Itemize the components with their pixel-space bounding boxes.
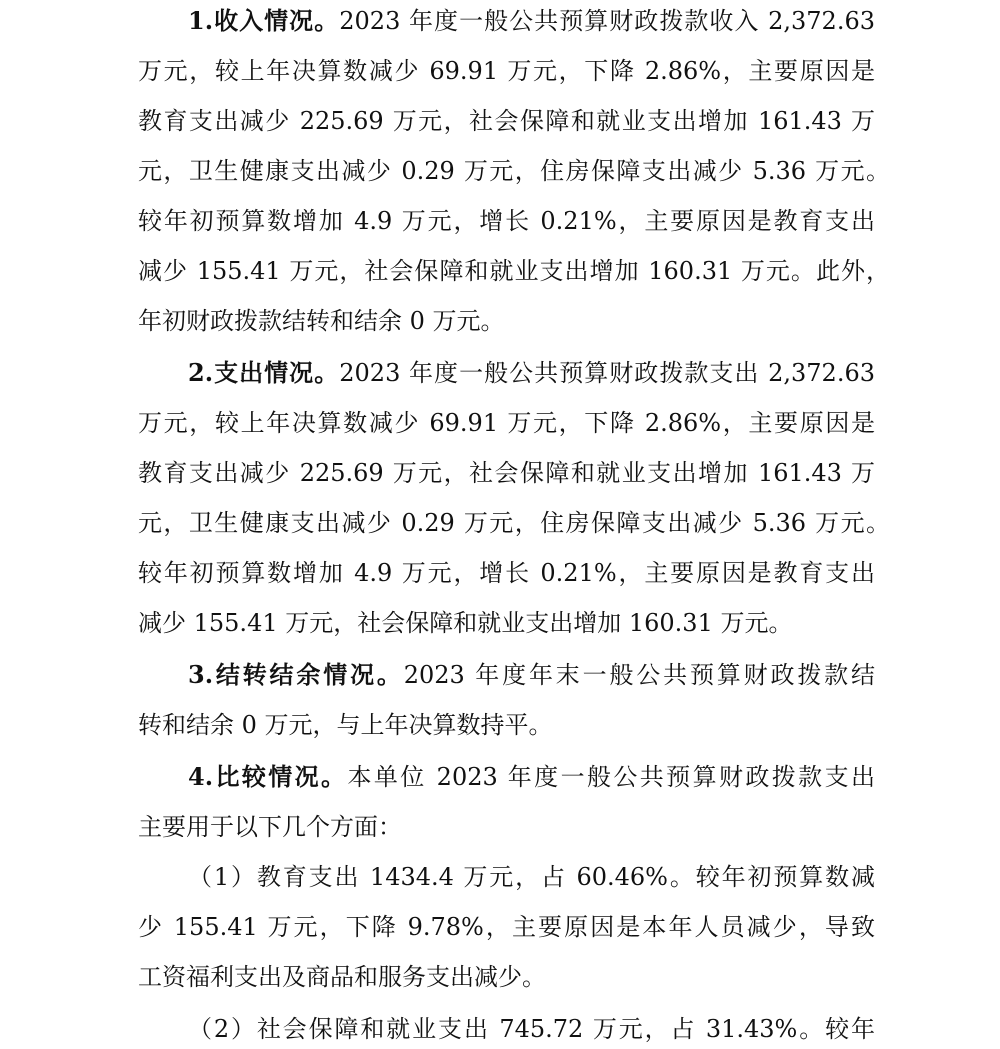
paragraph-1-line-4: 元，卫生健康支出减少 0.29 万元，住房保障支出减少 5.36 万元。: [138, 157, 890, 185]
item-1-line-2: 少 155.41 万元，下降 9.78%，主要原因是本年人员减少，导致: [138, 913, 875, 941]
heading-carryover: 3.结转结余情况。: [188, 660, 404, 689]
paragraph-3-line-1: [188, 655, 875, 695]
text-span: 本单位 2023 年度一般公共预算财政拨款支出: [347, 763, 875, 791]
paragraph-1-line-6: 减少 155.41 万元，社会保障和就业支出增加 160.31 万元。此外，: [138, 257, 890, 285]
item-1-line-3: 工资福利支出及商品和服务支出减少。: [138, 963, 546, 991]
paragraph-2-line-5: 较年初预算数增加 4.9 万元，增长 0.21%，主要原因是教育支出: [138, 559, 875, 587]
paragraph-2-line-4: 元，卫生健康支出减少 0.29 万元，住房保障支出减少 5.36 万元。: [138, 509, 890, 537]
paragraph-1-line-3: 教育支出减少 225.69 万元，社会保障和就业支出增加 161.43 万: [138, 107, 875, 135]
paragraph-2-line-3: 教育支出减少 225.69 万元，社会保障和就业支出增加 161.43 万: [138, 459, 875, 487]
paragraph-2-line-2: 万元，较上年决算数减少 69.91 万元，下降 2.86%，主要原因是: [138, 409, 875, 437]
paragraph-1-line-7: 年初财政拨款结转和结余 0 万元。: [138, 307, 505, 335]
paragraph-4-line-2: 主要用于以下几个方面：: [138, 813, 402, 841]
paragraph-2-line-1: [188, 353, 875, 393]
item-1-line-1: （1）教育支出 1434.4 万元，占 60.46%。较年初预算数减: [188, 863, 875, 891]
text-span: 2023 年度一般公共预算财政拨款收入 2,372.63: [339, 7, 875, 35]
text-span: 2023 年度一般公共预算财政拨款支出 2,372.63: [339, 359, 875, 387]
paragraph-2-line-6: 减少 155.41 万元，社会保障和就业支出增加 160.31 万元。: [138, 609, 793, 637]
heading-comparison: 4.比较情况。: [188, 762, 348, 791]
paragraph-1-line-2: 万元，较上年决算数减少 69.91 万元，下降 2.86%，主要原因是: [138, 57, 875, 85]
item-2-line-1: （2）社会保障和就业支出 745.72 万元，占 31.43%。较年: [188, 1015, 875, 1043]
text-span: 2023 年度年末一般公共预算财政拨款结: [403, 661, 875, 689]
heading-expenditure: 2.支出情况。: [188, 358, 340, 387]
paragraph-4-line-1: [188, 757, 875, 797]
paragraph-1-line-1: [188, 1, 875, 41]
paragraph-1-line-5: 较年初预算数增加 4.9 万元，增长 0.21%，主要原因是教育支出: [138, 207, 875, 235]
heading-income: 1.收入情况。: [188, 6, 340, 35]
paragraph-3-line-2: 转和结余 0 万元，与上年决算数持平。: [138, 711, 553, 739]
